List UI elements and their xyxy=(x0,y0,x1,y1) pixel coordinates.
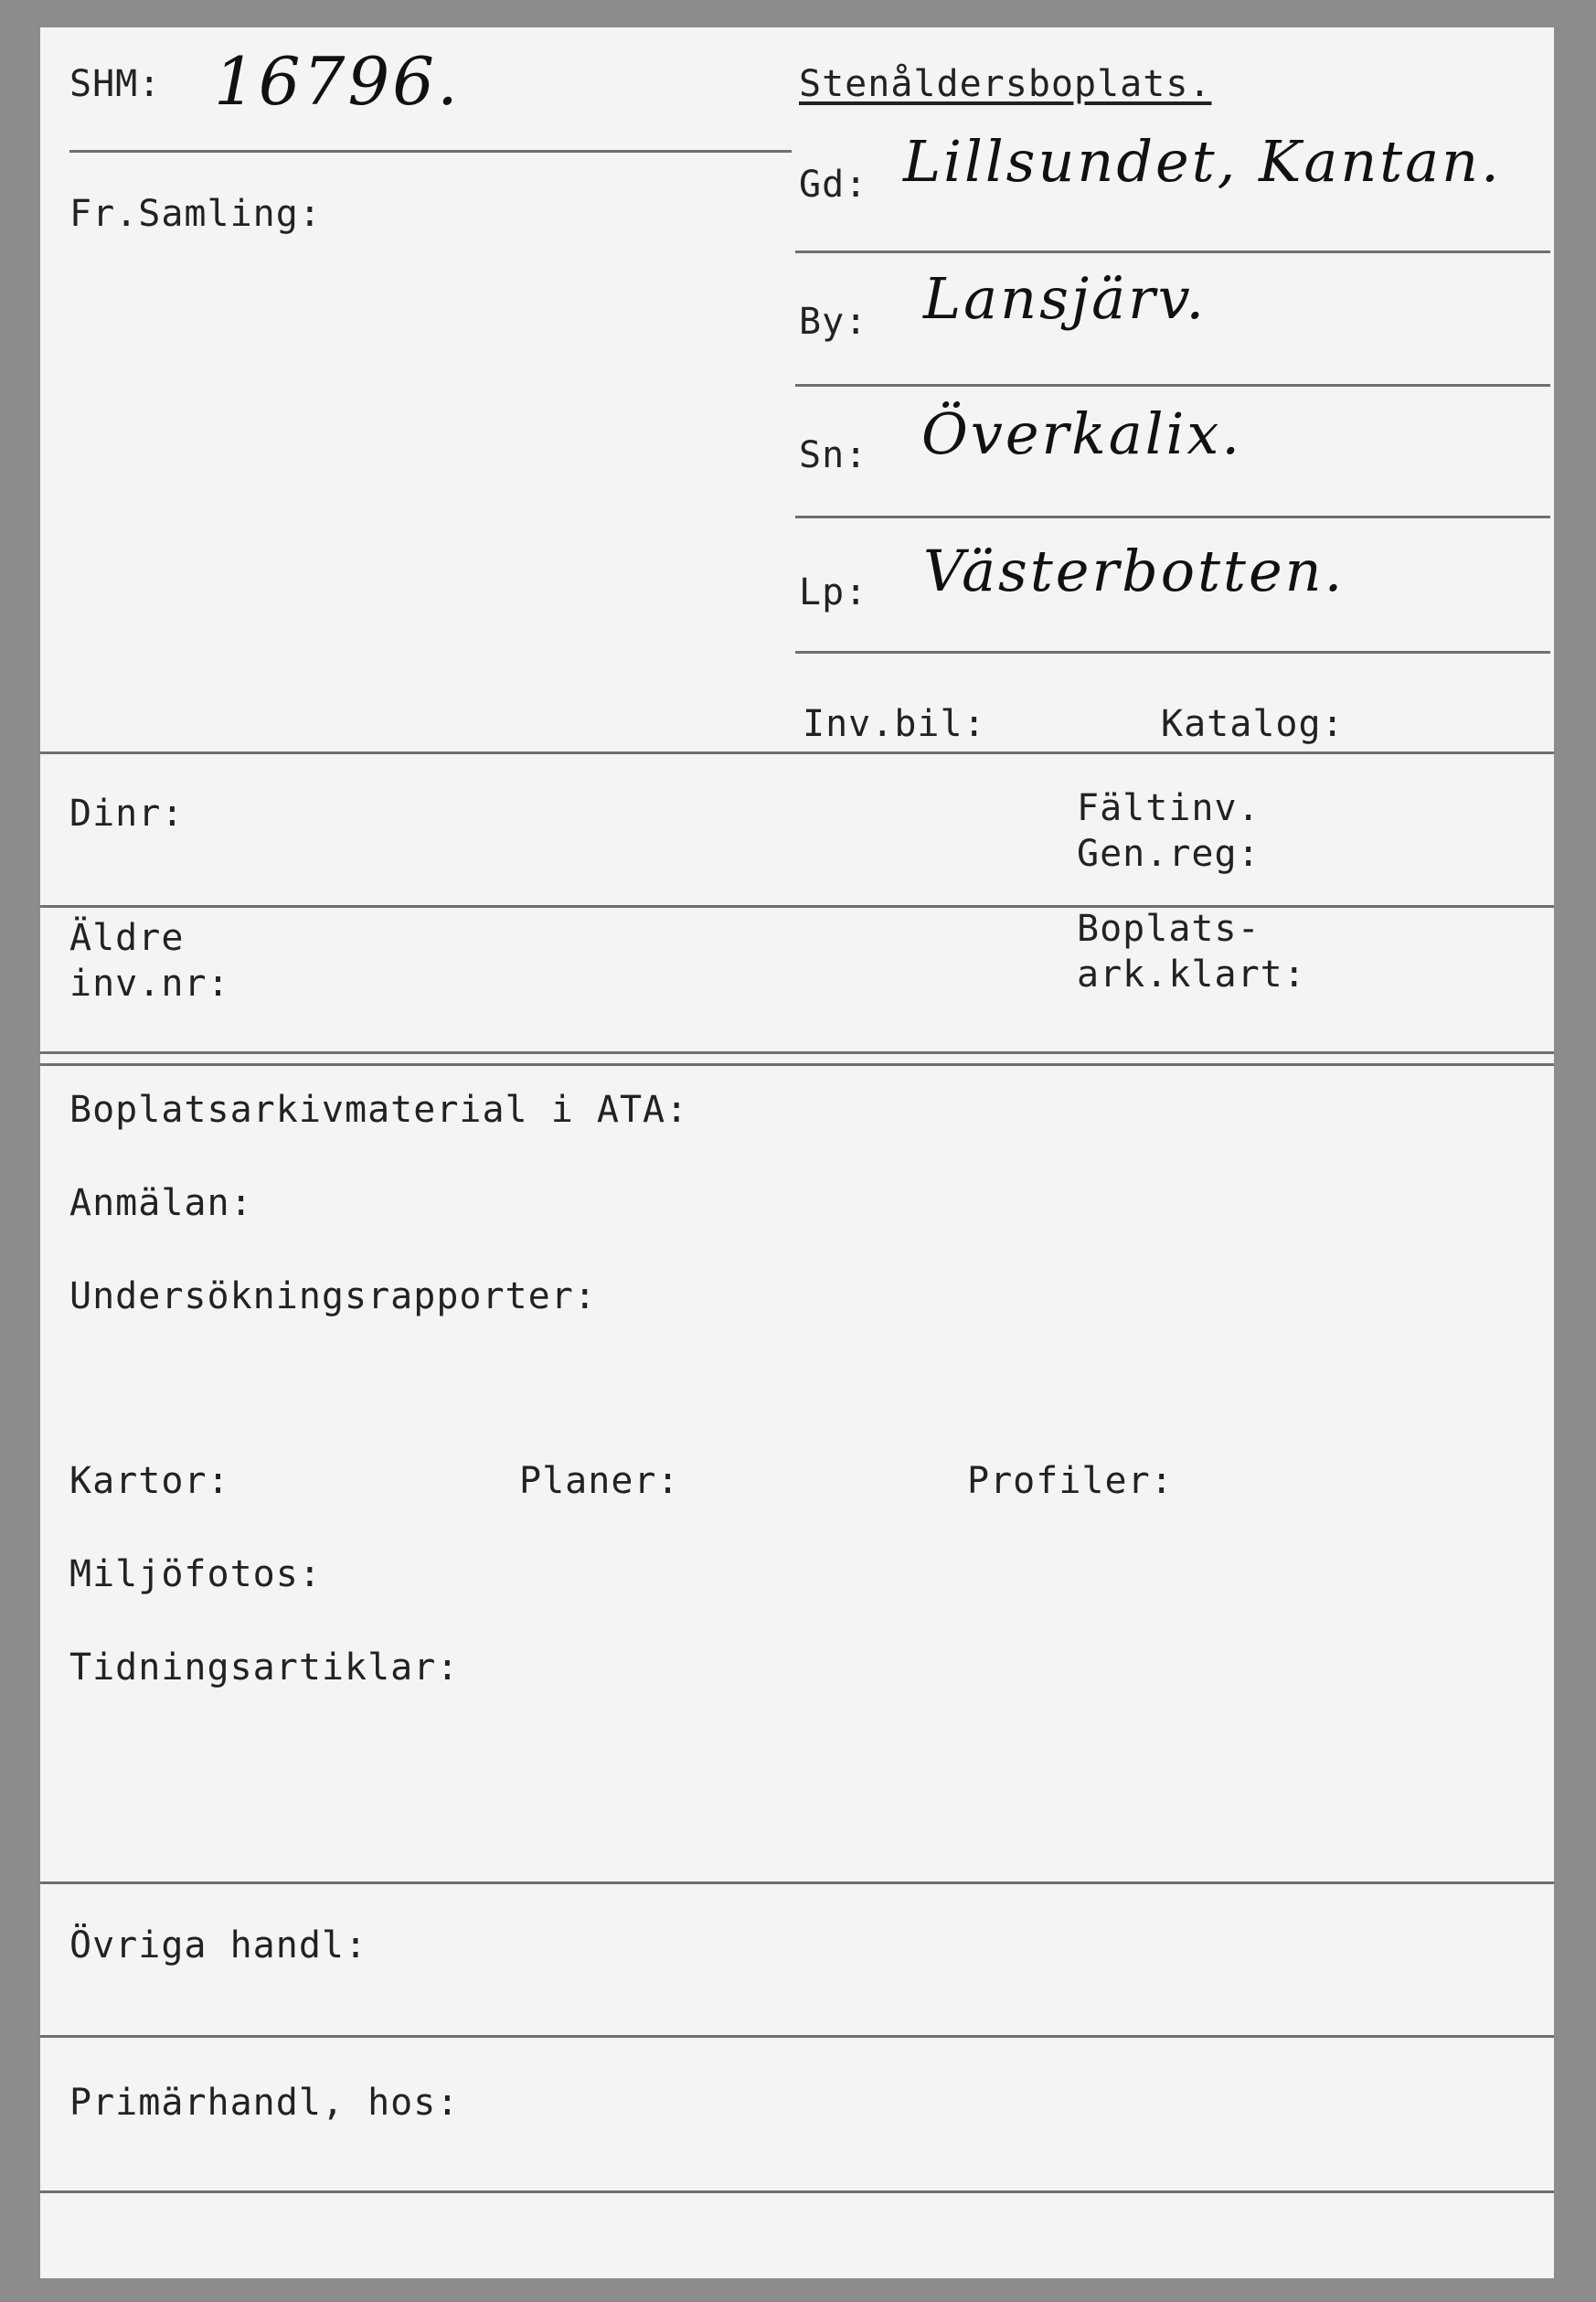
planer-label: Planer: xyxy=(519,1460,680,1502)
miljofotos-label: Miljöfotos: xyxy=(69,1553,322,1595)
sn-label: Sn: xyxy=(799,434,868,476)
catalog-card xyxy=(40,27,1554,2278)
gd-value: Lillsundet, Kantan. xyxy=(903,128,1502,195)
site-type: Stenåldersboplats. xyxy=(799,63,1212,105)
inv-bil-label: Inv.bil: xyxy=(803,703,986,745)
divider xyxy=(69,150,792,153)
shm-number: 16796. xyxy=(214,43,461,120)
undersokning-label: Undersökningsrapporter: xyxy=(69,1275,597,1317)
boplats-label: Boplats- xyxy=(1077,908,1261,950)
katalog-label: Katalog: xyxy=(1161,703,1345,745)
shm-label: SHM: xyxy=(69,63,162,105)
divider xyxy=(40,1881,1554,1884)
genreg-label: Gen.reg: xyxy=(1077,833,1261,875)
aldre-label: Äldre xyxy=(69,917,185,959)
lp-value: Västerbotten. xyxy=(923,538,1346,604)
anmalan-label: Anmälan: xyxy=(69,1182,253,1224)
divider xyxy=(795,250,1550,253)
boplats-label-2: ark.klart: xyxy=(1077,954,1306,996)
lp-label: Lp: xyxy=(799,571,868,613)
aldre-label-2: inv.nr: xyxy=(69,963,230,1005)
divider xyxy=(40,2190,1554,2193)
fr-samling-label: Fr.Samling: xyxy=(69,193,322,235)
by-label: By: xyxy=(799,301,868,343)
dinr-label: Dinr: xyxy=(69,793,185,835)
divider xyxy=(40,751,1554,754)
boplatsarkiv-label: Boplatsarkivmaterial i ATA: xyxy=(69,1089,689,1131)
kartor-label: Kartor: xyxy=(69,1460,230,1502)
by-value: Lansjärv. xyxy=(923,265,1208,332)
faltinv-label: Fältinv. xyxy=(1077,787,1261,829)
divider xyxy=(40,2035,1554,2038)
sn-value: Överkalix. xyxy=(921,400,1243,467)
profiler-label: Profiler: xyxy=(967,1460,1174,1502)
double-divider xyxy=(40,1051,1554,1066)
primar-label: Primärhandl, hos: xyxy=(69,2082,460,2124)
tidning-label: Tidningsartiklar: xyxy=(69,1647,460,1689)
divider xyxy=(795,651,1550,654)
ovriga-label: Övriga handl: xyxy=(69,1924,368,1966)
gd-label: Gd: xyxy=(799,164,868,206)
divider xyxy=(795,516,1550,518)
divider xyxy=(40,905,1554,908)
divider xyxy=(795,384,1550,387)
